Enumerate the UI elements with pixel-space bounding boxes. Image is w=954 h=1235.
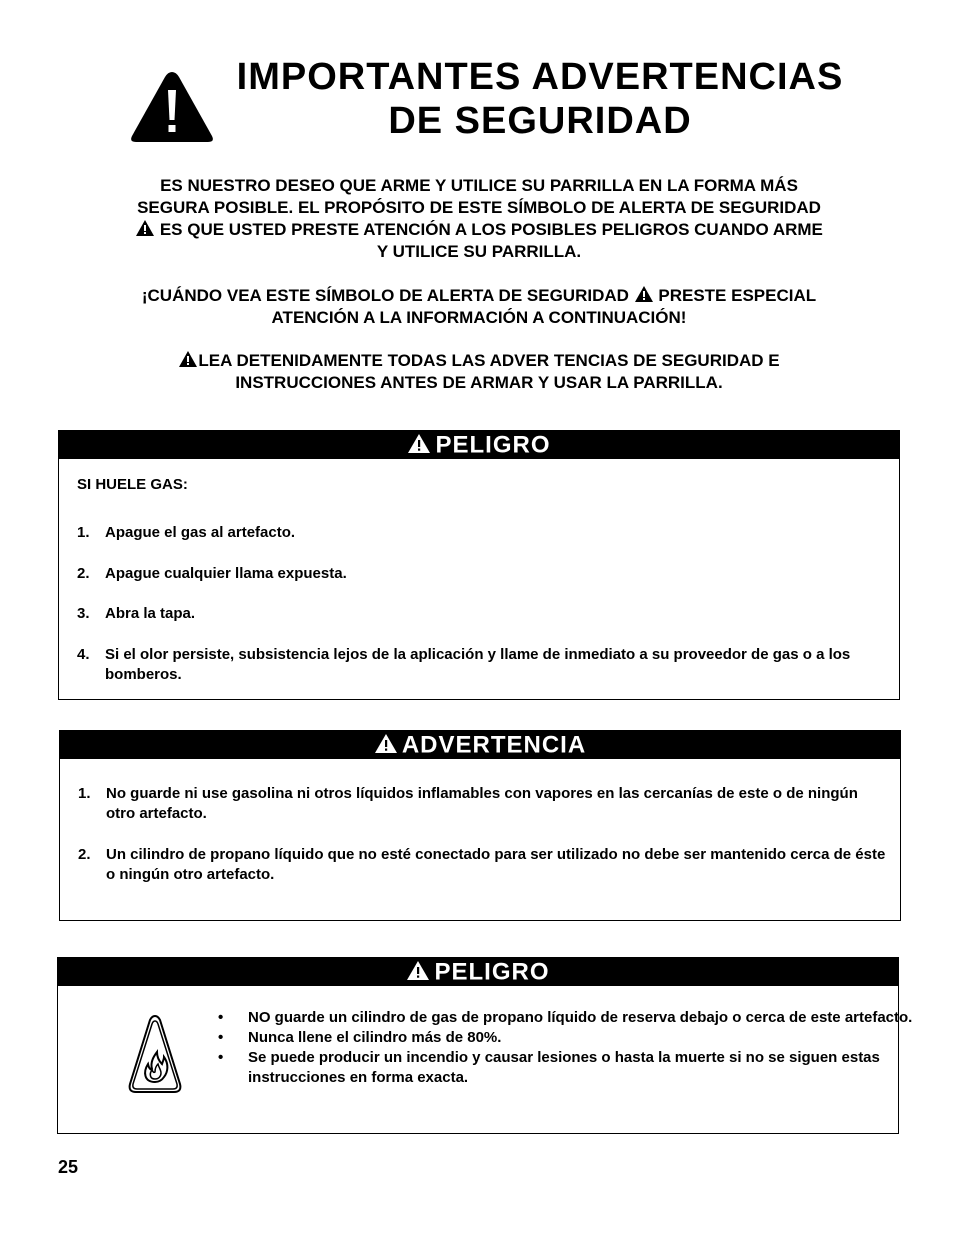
warning-icon [407, 433, 431, 454]
fire-hazard-icon [126, 1014, 184, 1096]
warning-icon [374, 733, 398, 754]
danger-header: PELIGRO [59, 431, 899, 459]
intro-paragraph-1 [80, 175, 878, 263]
bullet-item: • NO guarde un cilindro de gas de propano líquido de reserva debajo o cerca de este artefacto. [218, 1009, 913, 1026]
page-number: 25 [58, 1157, 79, 1177]
safety-alert-icon [634, 285, 654, 303]
danger-box-gas: PELIGRO SI HUELE GAS: 1. Apague el gas al artefacto. 2. Apague cualquier llama expuesta. 3. Abra la tapa. 4. Si el olor persiste, subsistencia lejos de la aplicación y llame de inmediato a su proveedor de gas o a los bomberos. [58, 430, 900, 700]
intro-line: Y UTILICE SU PARRILLA. [376, 242, 582, 261]
intro-line: INSTRUCCIONES ANTES DE ARMAR Y USAR LA PARRILLA. [235, 373, 723, 392]
danger-box-propane [57, 957, 913, 1134]
bullet-list [218, 1008, 948, 1088]
page-title-line2: DE SEGURIDAD [388, 100, 692, 142]
safety-alert-icon [178, 350, 198, 368]
intro-paragraph-2 [80, 285, 878, 329]
intro-line: ATENCIÓN A LA INFORMACIÓN A CONTINUACIÓN! [271, 308, 687, 327]
page-title [200, 55, 880, 143]
safety-alert-icon [135, 219, 155, 237]
intro-line: ES QUE USTED PRESTE ATENCIÓN A LOS POSIBLES PELIGROS CUANDO ARME [80, 219, 878, 241]
danger-header: PELIGRO [58, 958, 898, 986]
bullet-item: • Se puede producir un incendio y causar lesiones o hasta la muerte si no se siguen estas instrucciones en forma exacta. [218, 1049, 880, 1086]
intro-paragraph-3 [80, 350, 878, 394]
intro-line: ES NUESTRO DESEO QUE ARME Y UTILICE SU PARRILLA EN LA FORMA MÁS [160, 176, 798, 195]
warning-box-flammables: ADVERTENCIA 1. No guarde ni use gasolina ni otros líquidos inflamables con vapores en las cercanías de este o de ningún otro artefacto. 2. Un cilindro de propano líquido que no esté conectado para ser utilizado no debe ser mantenido cerca de éste o ningún otro artefacto. [59, 730, 901, 921]
page-title-line1: IMPORTANTES ADVERTENCIAS [236, 56, 844, 98]
intro-line: LEA DETENIDAMENTE TODAS LAS ADVER TENCIAS DE SEGURIDAD E [80, 350, 878, 372]
bullet-item: • Nunca llene el cilindro más de 80%. [218, 1029, 502, 1046]
intro-line: SEGURA POSIBLE. EL PROPÓSITO DE ESTE SÍMBOLO DE ALERTA DE SEGURIDAD [137, 198, 821, 217]
warning-header: ADVERTENCIA [60, 731, 900, 759]
box-subheading: SI HUELE GAS: [77, 476, 188, 493]
intro-line: ¡CUÁNDO VEA ESTE SÍMBOLO DE ALERTA DE SEGURIDAD PRESTE ESPECIAL [141, 286, 817, 305]
warning-icon [406, 960, 430, 981]
